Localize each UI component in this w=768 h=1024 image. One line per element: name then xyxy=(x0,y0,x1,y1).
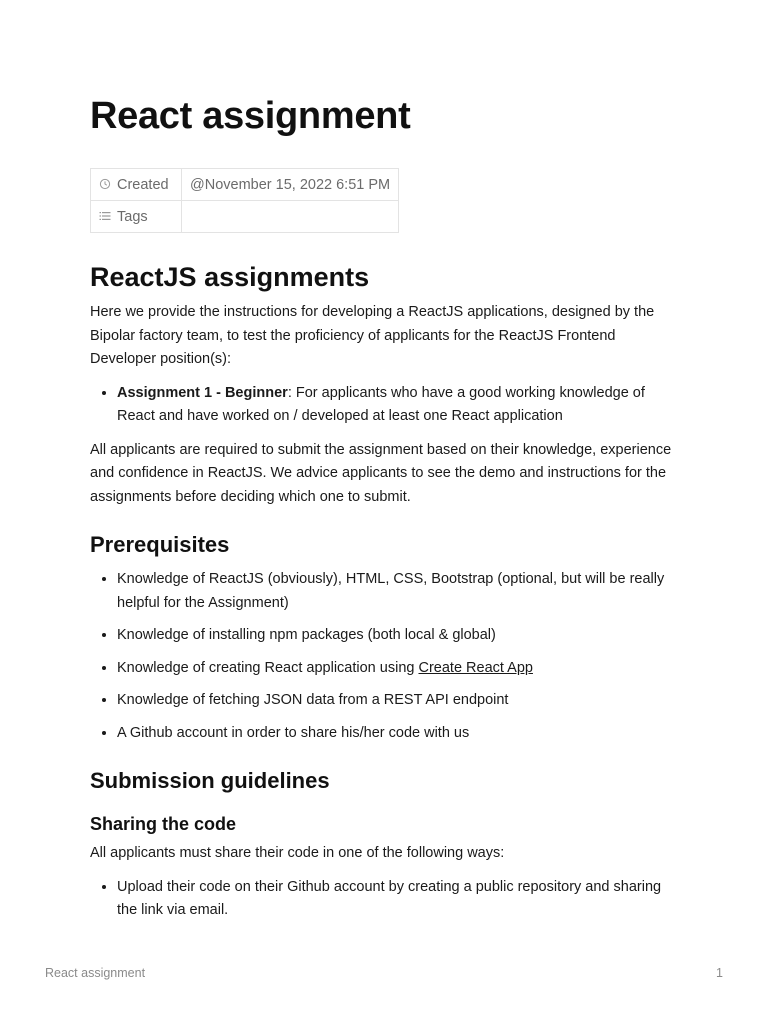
clock-icon xyxy=(99,178,111,190)
paragraph-sharing-intro: All applicants must share their code in one of the following ways: xyxy=(90,845,505,861)
assignment-1-description: : For applicants who have a good working knowledge of React and have worked on / developed at least one React application xyxy=(117,384,645,424)
sharing-list xyxy=(90,876,680,923)
property-key-tags xyxy=(91,201,182,233)
footer-doc-title: React assignment xyxy=(45,966,146,980)
heading-sharing-the-code: Sharing the code xyxy=(90,814,237,834)
footer-page-number: 1 xyxy=(716,966,723,980)
list-item-prerequisite xyxy=(117,657,680,681)
property-label-tags: Tags xyxy=(117,208,148,225)
property-label-created: Created xyxy=(117,176,169,193)
list-icon xyxy=(99,210,111,222)
document-body xyxy=(90,262,680,933)
list-item-assignment-1 xyxy=(117,382,680,429)
assignment-list xyxy=(90,382,680,429)
list-item-prerequisite: • A Github account in order to share his/her code with us xyxy=(117,722,680,746)
paragraph-outro: All applicants are required to submit the assignment based on their knowledge, experience and confidence in ReactJS. We advice applicants to see the demo and instructions for the assignments before deciding which one to submit. xyxy=(90,441,672,505)
list-item-prerequisite: • Knowledge of installing npm packages (both local & global) xyxy=(117,624,680,648)
property-key-created xyxy=(91,169,182,201)
heading-reactjs-assignments: ReactJS assignments xyxy=(90,262,370,292)
paragraph-intro: Here we provide the instructions for developing a ReactJS applications, designed by the Bipolar factory team, to test the proficiency of applicants for the ReactJS Frontend Developer position(s): xyxy=(90,304,655,367)
create-react-app-link[interactable]: Create React App xyxy=(418,659,533,676)
heading-prerequisites: Prerequisites xyxy=(90,532,230,557)
prerequisites-list xyxy=(90,568,680,745)
property-row-created xyxy=(91,169,399,201)
assignment-1-title: Assignment 1 - Beginner xyxy=(117,384,288,401)
property-row-tags xyxy=(91,201,399,233)
property-value-tags xyxy=(182,201,399,233)
property-value-created: @November 15, 2022 6:51 PM xyxy=(182,169,399,201)
list-item-sharing: • Upload their code on their Github account by creating a public repository and sharing the link via email. xyxy=(117,876,680,923)
list-item-prerequisite: • Knowledge of ReactJS (obviously), HTML, CSS, Bootstrap (optional, but will be really helpful for the Assignment) xyxy=(117,568,680,615)
list-item-prerequisite: • Knowledge of fetching JSON data from a REST API endpoint xyxy=(117,689,680,713)
heading-submission-guidelines: Submission guidelines xyxy=(90,768,330,793)
page-title: React assignment xyxy=(90,95,411,137)
prerequisite-text: Knowledge of creating React application using xyxy=(117,659,419,676)
properties-table xyxy=(90,168,399,233)
